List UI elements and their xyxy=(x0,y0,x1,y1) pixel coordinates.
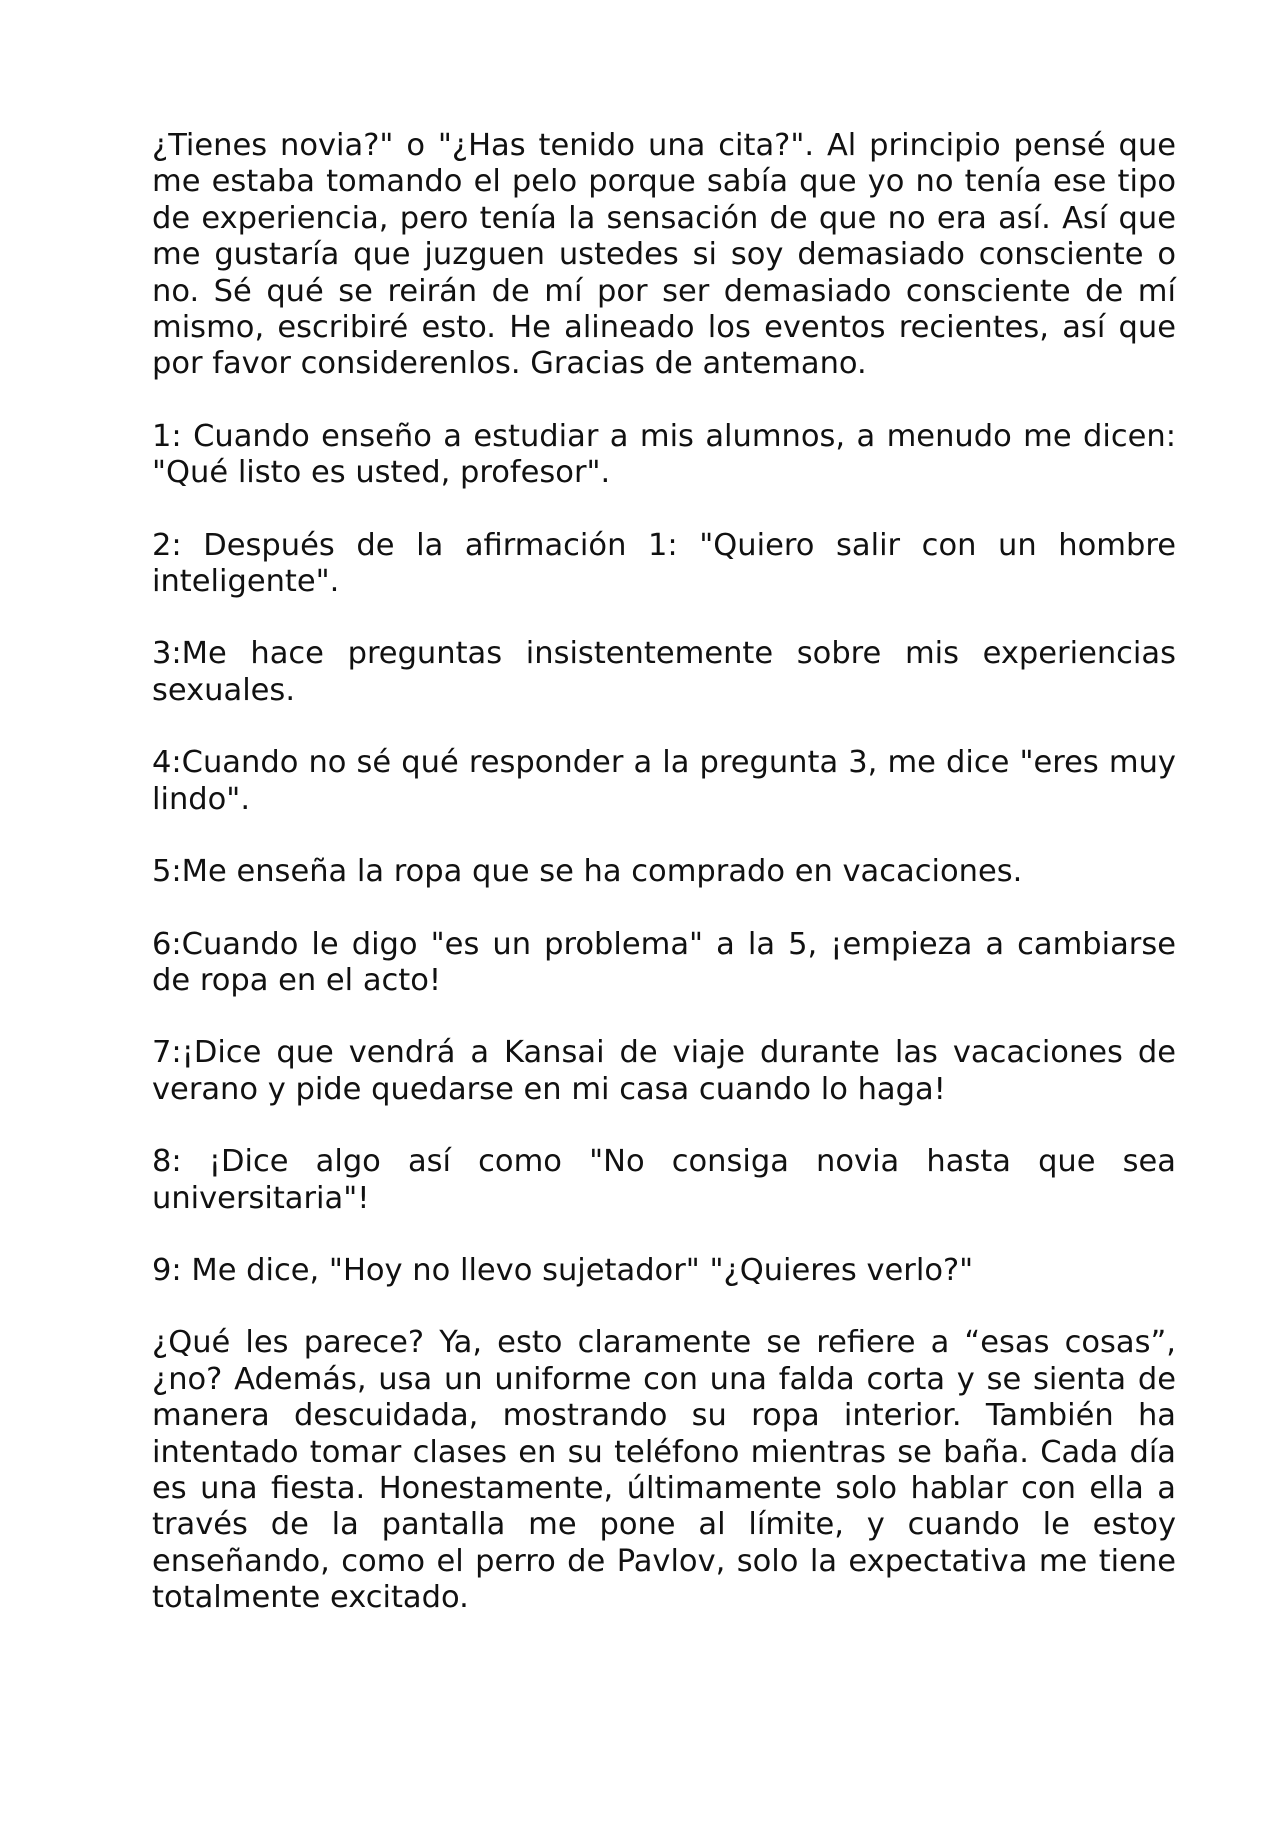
document-page xyxy=(152,128,1176,1617)
list-item-5: 5:Me enseña la ropa que se ha comprado en vacaciones. xyxy=(152,854,1023,890)
list-item-3: 3:Me hace preguntas insistentemente sobre mis experiencias sexuales. xyxy=(152,636,1176,708)
list-item-7: 7:¡Dice que vendrá a Kansai de viaje durante las vacaciones de verano y pide quedarse en mi casa cuando lo haga! xyxy=(152,1035,1176,1107)
intro-paragraph: ¿Tienes novia?" o "¿Has tenido una cita?". Al principio pensé que me estaba tomando el pelo porque sabía que yo no tenía ese tipo de experiencia, pero tenía la sensación de que no era así. Así que me gustaría que juzguen ustedes si soy demasiado consciente o no. Sé qué se reirán de mí por ser demasiado consciente de mí mismo, escribiré esto. He alineado los eventos recientes, así que por favor considerenlos. Gracias de antemano. xyxy=(152,128,1176,382)
closing-paragraph: ¿Qué les parece? Ya, esto claramente se refiere a “esas cosas”, ¿no? Además, usa un uniforme con una falda corta y se sienta de manera descuidada, mostrando su ropa interior. También ha intentado tomar clases en su teléfono mientras se baña. Cada día es una fiesta. Honestamente, últimamente solo hablar con ella a través de la pantalla me pone al límite, y cuando le estoy enseñando, como el perro de Pavlov, solo la expectativa me tiene totalmente excitado. xyxy=(152,1325,1176,1616)
list-item-9: 9: Me dice, "Hoy no llevo sujetador" "¿Quieres verlo?" xyxy=(152,1252,974,1288)
list-item-2: 2: Después de la afirmación 1: "Quiero salir con un hombre inteligente". xyxy=(152,527,1176,600)
list-item-8: 8: ¡Dice algo así como "No consiga novia hasta que sea universitaria"! xyxy=(152,1144,1176,1216)
list-item-6: 6:Cuando le digo "es un problema" a la 5, ¡empieza a cambiarse de ropa en el acto! xyxy=(152,926,1176,998)
list-item-1: 1: Cuando enseño a estudiar a mis alumnos, a menudo me dicen: "Qué listo es usted, profesor". xyxy=(152,418,1176,491)
list-item-4: 4:Cuando no sé qué responder a la pregunta 3, me dice "eres muy lindo". xyxy=(152,745,1176,817)
